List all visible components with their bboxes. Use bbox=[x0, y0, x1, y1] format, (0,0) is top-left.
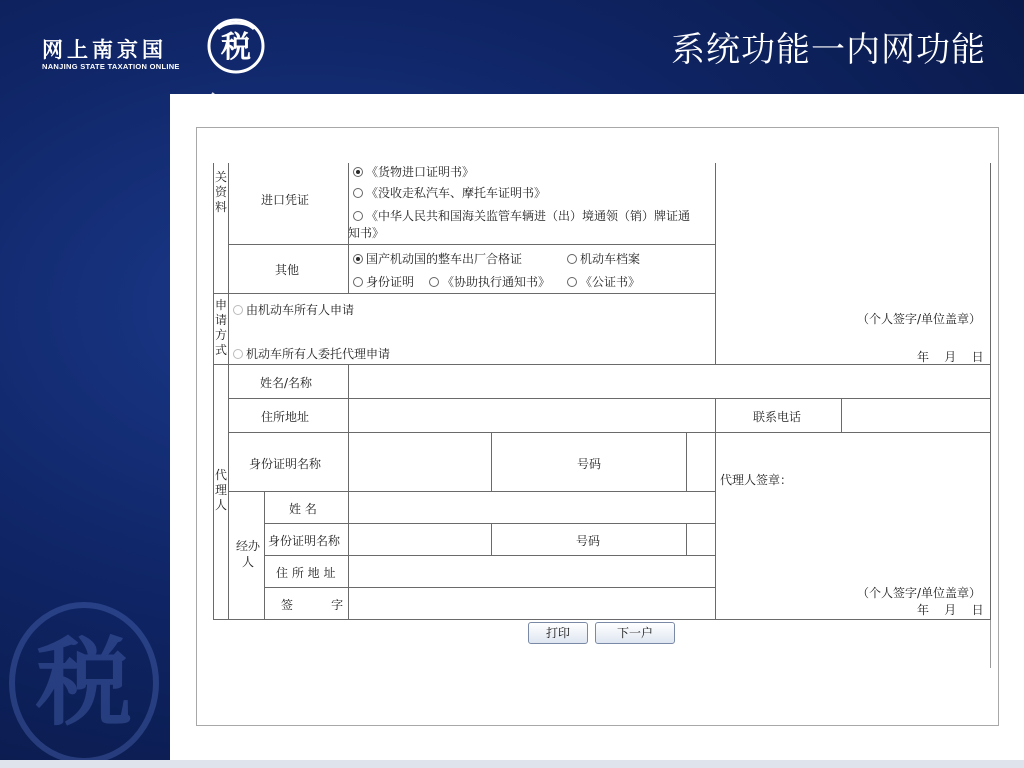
import-cert-option-2[interactable]: 《没收走私汽车、摩托车证明书》 bbox=[353, 184, 546, 201]
agent-signature-note: （个人签字/单位盖章） bbox=[857, 586, 982, 600]
svg-text:税: 税 bbox=[36, 626, 132, 739]
svg-text:税: 税 bbox=[221, 30, 251, 65]
tax-seal-watermark-icon bbox=[4, 598, 164, 768]
handler-vertical-label: 经办人 bbox=[235, 539, 260, 569]
radio-icon[interactable] bbox=[353, 211, 363, 221]
other-option-assist-notice[interactable]: 《协助执行通知书》 bbox=[429, 273, 550, 290]
import-cert-label: 进口凭证 bbox=[261, 193, 310, 207]
handler-number-label: 号码 bbox=[576, 534, 601, 548]
form-screenshot bbox=[196, 127, 999, 726]
radio-icon[interactable] bbox=[353, 277, 363, 287]
radio-icon[interactable] bbox=[567, 277, 577, 287]
agent-address-input[interactable] bbox=[348, 398, 716, 433]
agent-name-label: 姓名/名称 bbox=[260, 376, 313, 390]
apply-by-owner-option[interactable]: 由机动车所有人申请 bbox=[233, 301, 354, 318]
apply-method-vertical-label: 申请方式 bbox=[214, 298, 227, 357]
tax-seal-icon bbox=[206, 17, 266, 75]
owner-date: 年 月 日 bbox=[917, 350, 984, 364]
radio-icon[interactable] bbox=[353, 188, 363, 198]
handler-name-label: 姓 名 bbox=[289, 502, 317, 516]
next-button[interactable]: 下一户 bbox=[595, 622, 675, 644]
agent-id-input[interactable] bbox=[348, 432, 492, 492]
agent-vertical-label: 代理人 bbox=[214, 468, 227, 512]
radio-icon[interactable] bbox=[233, 349, 243, 359]
handler-number-input[interactable] bbox=[686, 523, 716, 556]
agent-date: 年 月 日 bbox=[917, 603, 984, 617]
agent-address-label: 住所地址 bbox=[261, 410, 310, 424]
handler-address-label: 住 所 地 址 bbox=[276, 566, 336, 580]
handler-sign-label: 签 字 bbox=[281, 598, 344, 612]
import-cert-option-3-cont: 知书》 bbox=[348, 226, 385, 240]
agent-phone-label: 联系电话 bbox=[753, 410, 802, 424]
agent-number-input[interactable] bbox=[686, 432, 716, 492]
radio-icon[interactable] bbox=[353, 167, 363, 177]
agent-id-label: 身份证明名称 bbox=[249, 457, 322, 471]
handler-sign-input[interactable] bbox=[348, 587, 716, 620]
brand-name-cn: 网上南京国 bbox=[42, 37, 167, 62]
handler-id-label: 身份证明名称 bbox=[268, 534, 341, 548]
radio-icon[interactable] bbox=[429, 277, 439, 287]
agent-number-label: 号码 bbox=[577, 457, 602, 471]
owner-signature-cell bbox=[715, 163, 991, 365]
agent-phone-input[interactable] bbox=[841, 398, 991, 433]
other-option-id-proof[interactable]: 身份证明 bbox=[353, 273, 414, 290]
agent-name-input[interactable] bbox=[348, 364, 991, 399]
other-option-factory-cert[interactable]: 国产机动国的整车出厂合格证 bbox=[353, 250, 522, 267]
owner-signature-note: （个人签字/单位盖章） bbox=[857, 312, 982, 326]
radio-icon[interactable] bbox=[353, 254, 363, 264]
handler-name-input[interactable] bbox=[348, 491, 716, 524]
apply-by-agent-option[interactable]: 机动车所有人委托代理申请 bbox=[233, 345, 390, 362]
related-docs-vertical-label: 关资料 bbox=[214, 170, 227, 214]
other-label: 其他 bbox=[275, 263, 300, 277]
import-cert-option-1[interactable]: 《货物进口证明书》 bbox=[353, 163, 474, 180]
print-button[interactable]: 打印 bbox=[528, 622, 588, 644]
other-option-notary[interactable]: 《公证书》 bbox=[567, 273, 640, 290]
brand-name-en: NANJING STATE TAXATION ONLINE bbox=[42, 62, 180, 71]
import-cert-option-3[interactable]: 《中华人民共和国海关监管车辆进（出）境通领（销）牌证通 bbox=[353, 207, 690, 224]
agent-signature-label: 代理人签章： bbox=[720, 473, 793, 487]
handler-address-input[interactable] bbox=[348, 555, 716, 588]
handler-id-input[interactable] bbox=[348, 523, 492, 556]
slide-title: 系统功能一内网功能 bbox=[671, 30, 986, 70]
bottom-strip bbox=[0, 760, 1024, 768]
radio-icon[interactable] bbox=[567, 254, 577, 264]
radio-icon[interactable] bbox=[233, 305, 243, 315]
other-option-vehicle-archive[interactable]: 机动车档案 bbox=[567, 250, 640, 267]
